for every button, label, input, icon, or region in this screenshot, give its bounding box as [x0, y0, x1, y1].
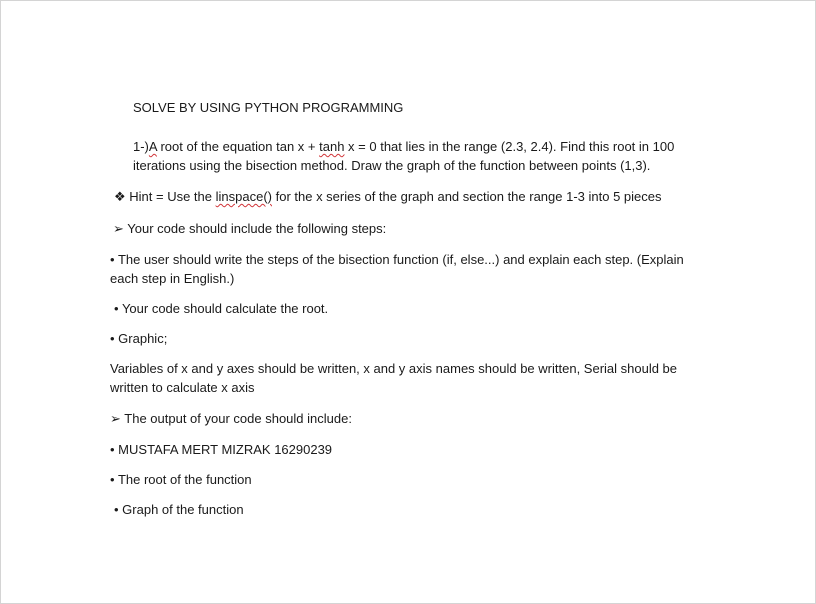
- bullet-icon: •: [110, 331, 115, 346]
- bullet-icon: •: [110, 442, 115, 457]
- question-text-1: root of the equation tan x +: [156, 139, 320, 154]
- document-heading: SOLVE BY USING PYTHON PROGRAMMING: [133, 100, 404, 115]
- arrow-bullet-icon: ➢: [110, 411, 121, 426]
- bullet-graphic: [110, 329, 167, 348]
- spelling-flag-tanh[interactable]: tanh: [319, 139, 345, 154]
- arrow-bullet-icon: ➢: [113, 221, 124, 236]
- bullet-root-text: Your code should calculate the root.: [118, 301, 329, 316]
- diamond-bullet-icon: ❖: [114, 189, 126, 204]
- output-item-text: Graph of the function: [118, 502, 244, 517]
- output-item: [110, 470, 252, 489]
- hint-text-1: Hint = Use the: [125, 189, 216, 204]
- variables-note-line-2: written to calculate x axis: [110, 380, 255, 395]
- output-header: [110, 409, 352, 428]
- question-text-2: x = 0 that lies in the range (2.3, 2.4). Find this root in 100: [344, 139, 675, 154]
- spelling-flag-linspace[interactable]: linspace(): [215, 189, 272, 204]
- output-item: [114, 500, 244, 519]
- bullet-bisection-line-1: [110, 250, 684, 269]
- output-item: [110, 440, 332, 459]
- question-paragraph-line-1: [133, 137, 674, 156]
- bullet-icon: •: [114, 301, 119, 316]
- question-paragraph-line-2: iterations using the bisection method. Draw the graph of the function between points (1,3).: [133, 158, 651, 173]
- steps-header-text: Your code should include the following steps:: [123, 221, 387, 236]
- hint-text-2: for the x series of the graph and section the range 1-3 into 5 pieces: [271, 189, 662, 204]
- variables-note-line-1: Variables of x and y axes should be written, x and y axis names should be written, Serial should be: [110, 361, 678, 376]
- output-item-text: MUSTAFA MERT MIZRAK 16290239: [114, 442, 333, 457]
- output-header-text: The output of your code should include:: [120, 411, 352, 426]
- output-item-text: The root of the function: [114, 472, 252, 487]
- spelling-flag-a[interactable]: A: [148, 139, 157, 154]
- steps-header: [113, 219, 386, 238]
- bullet-icon: •: [110, 252, 115, 267]
- question-number: 1-): [133, 139, 149, 154]
- bullet-icon: •: [110, 472, 115, 487]
- hint-paragraph: [114, 187, 662, 206]
- bullet-graphic-text: Graphic;: [114, 331, 168, 346]
- bullet-root: [114, 299, 328, 318]
- bullet-icon: •: [114, 502, 119, 517]
- bullet-bisection-line-2: each step in English.): [110, 271, 235, 286]
- bullet-bisection-text: The user should write the steps of the bisection function (if, else...) and explain each step. (Explain: [114, 252, 684, 267]
